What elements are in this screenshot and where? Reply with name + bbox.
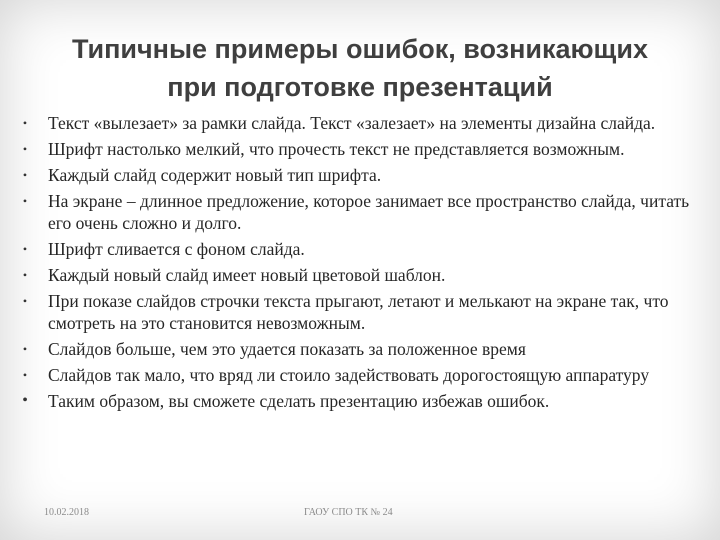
list-item: [18, 112, 708, 134]
list-item: [18, 264, 708, 286]
title-line-2: при подготовке презентаций: [167, 72, 553, 102]
list-item-text: Текст «вылезает» за рамки слайда. Текст «залезает» на элементы дизайна слайда.: [48, 113, 656, 133]
list-item: [18, 138, 708, 160]
list-item-text: Слайдов так мало, что вряд ли стоило задействовать дорогостоящую аппаратуру: [48, 365, 650, 385]
list-item: [18, 164, 708, 186]
footer-organization: ГАОУ СПО ТК № 24: [304, 507, 393, 518]
list-item-text: При показе слайдов строчки текста прыгают, летают и мелькают на экране так, что смотреть на это становится невозможным.: [48, 291, 669, 333]
list-item-text: На экране – длинное предложение, которое занимает все пространство слайда, читать его очень сложно и долго.: [48, 191, 690, 233]
list-item: [18, 390, 708, 412]
bullet-icon: •: [22, 194, 28, 208]
footer-date: 10.02.2018: [44, 507, 89, 518]
slide-title: [0, 30, 720, 106]
bullet-icon: •: [22, 392, 28, 409]
title-line-1: Типичные примеры ошибок, возникающих: [72, 34, 648, 64]
list-item-text: Каждый новый слайд имеет новый цветовой шаблон.: [48, 265, 446, 285]
bullet-icon: •: [22, 294, 28, 308]
list-item-text: Каждый слайд содержит новый тип шрифта.: [48, 165, 382, 185]
bullet-icon: •: [22, 342, 28, 356]
list-item-text: Слайдов больше, чем это удается показать за положенное время: [48, 339, 526, 359]
bullet-icon: •: [22, 116, 28, 130]
bullet-icon: •: [22, 168, 28, 182]
bullet-icon: •: [22, 368, 28, 382]
list-item-text: Шрифт настолько мелкий, что прочесть текст не представляется возможным.: [48, 139, 625, 159]
list-item: [18, 290, 708, 334]
bullet-icon: •: [22, 242, 28, 256]
list-item: [18, 338, 708, 360]
list-item-text: Таким образом, вы сможете сделать презентацию избежав ошибок.: [48, 391, 550, 411]
list-item-text: Шрифт сливается с фоном слайда.: [48, 239, 305, 259]
list-item: [18, 190, 708, 234]
list-item: [18, 364, 708, 386]
bullet-list: [18, 112, 708, 416]
bullet-icon: •: [22, 142, 28, 156]
list-item: [18, 238, 708, 260]
bullet-icon: •: [22, 268, 28, 282]
